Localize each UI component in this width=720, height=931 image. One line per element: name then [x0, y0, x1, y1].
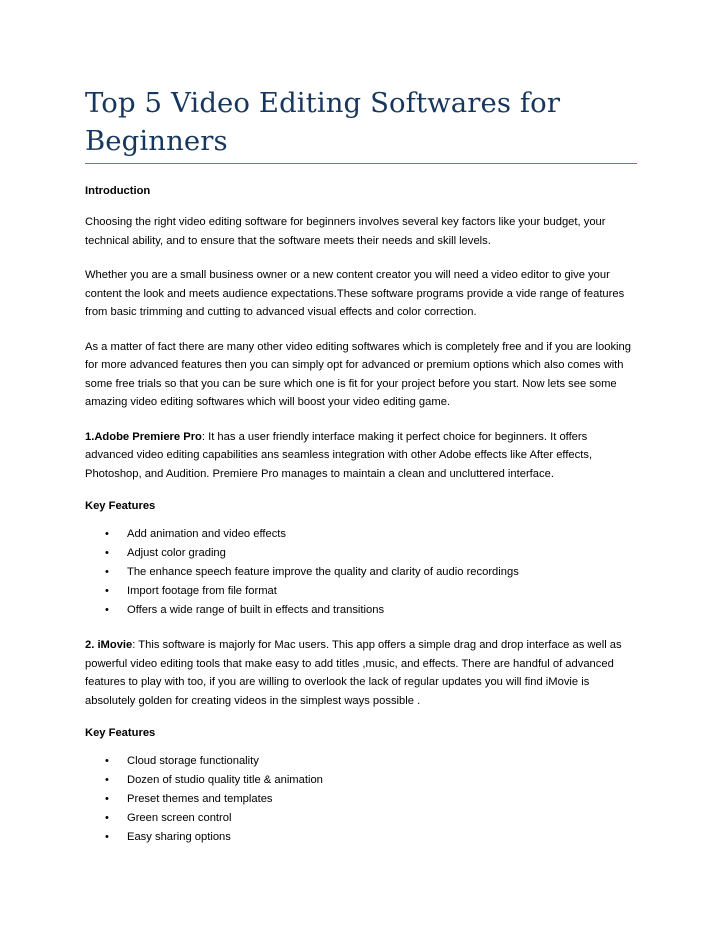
bullet-icon: • [105, 566, 109, 578]
feature-text: Adjust color grading [127, 547, 226, 559]
feature-text: The enhance speech feature improve the quality and clarity of audio recordings [127, 566, 519, 578]
bullet-icon: • [105, 528, 109, 540]
bullet-icon: • [105, 793, 109, 805]
introduction-heading: Introduction [85, 185, 151, 197]
bullet-icon: • [105, 812, 109, 824]
list-item [85, 582, 637, 601]
software-entry-premiere [85, 428, 637, 484]
feature-list-premiere [85, 525, 637, 620]
document-page [85, 0, 637, 863]
list-item [85, 525, 637, 544]
software-name-premiere: 1.Adobe Premiere Pro [85, 430, 202, 443]
list-item [85, 601, 637, 620]
feature-text: Import footage from file format [127, 585, 277, 597]
intro-paragraph-3: As a matter of fact there are many other video editing softwares which is completely free and if you are looking for more advanced features then you can simply opt for advanced or premium options which also comes with some free trials so that you can be sure which one is fit for your project before you start. Now lets see some amazing video editing softwares which will boost your video editing game. [85, 340, 631, 408]
software-description-imovie: : This software is majorly for Mac users. This app offers a simple drag and drop interface as well as powerful video editing tools that make easy to add titles ,music, and effects. There are handful of advanced features to play with too, if you are willing to overlook the lack of regular updates you will find iMovie is absolutely golden for creating videos in the simplest ways possible . [85, 639, 622, 707]
feature-text: Offers a wide range of built in effects and transitions [127, 604, 385, 616]
intro-paragraph-2: Whether you are a small business owner or a new content creator you will need a video editor to give your content the look and meets audience expectations.These software programs provide a vide range of features from basic trimming and cutting to advanced visual effects and color correction. [85, 269, 625, 318]
feature-text: Cloud storage functionality [127, 755, 259, 767]
list-item [85, 790, 637, 809]
feature-text: Add animation and video effects [127, 528, 287, 540]
document-title: Top 5 Video Editing Softwares for Beginners [85, 87, 561, 157]
bullet-icon: • [105, 585, 109, 597]
list-item [85, 563, 637, 582]
bullet-icon: • [105, 604, 109, 616]
list-item [85, 544, 637, 563]
list-item [85, 828, 637, 847]
feature-text: Easy sharing options [127, 831, 231, 843]
list-item [85, 809, 637, 828]
bullet-icon: • [105, 774, 109, 786]
feature-text: Preset themes and templates [127, 793, 273, 805]
key-features-heading-premiere: Key Features [85, 500, 156, 512]
list-item [85, 752, 637, 771]
feature-list-imovie [85, 752, 637, 847]
software-entry-imovie [85, 636, 637, 710]
intro-paragraph-1: Choosing the right video editing software for beginners involves several key factors like your budget, your technical ability, and to ensure that the software meets their needs and skill levels. [85, 216, 606, 247]
feature-text: Dozen of studio quality title & animation [127, 774, 323, 786]
bullet-icon: • [105, 831, 109, 843]
feature-text: Green screen control [127, 812, 232, 824]
list-item [85, 771, 637, 790]
software-description-premiere: : It has a user friendly interface making it perfect choice for beginners. It offers advanced video editing capabilities ans seamless integration with other Adobe effects like After effects, Photoshop, and Audition. Premiere Pro manages to maintain a clean and uncluttered interface. [85, 430, 593, 480]
bullet-icon: • [105, 755, 109, 767]
bullet-icon: • [105, 547, 109, 559]
key-features-heading-imovie: Key Features [85, 727, 156, 739]
software-name-imovie: 2. iMovie [85, 639, 133, 651]
title-underline-rule [85, 163, 637, 164]
